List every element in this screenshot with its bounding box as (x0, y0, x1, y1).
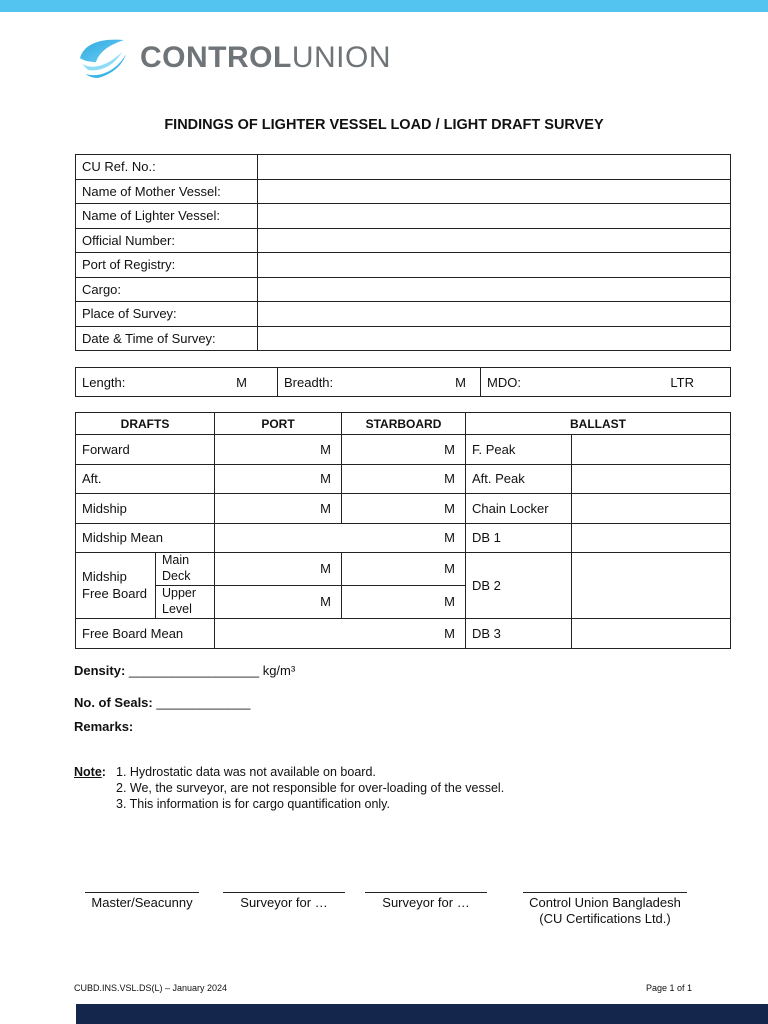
signature-sublabel: (CU Certifications Ltd.) (539, 911, 671, 926)
ballast-f-peak-field[interactable] (572, 435, 731, 465)
table-header-row (76, 413, 731, 435)
seals-line (74, 695, 250, 710)
info-label: Port of Registry: (76, 253, 258, 278)
table-row (76, 464, 731, 494)
signature-surveyor-2 (364, 880, 488, 911)
company-logo (78, 36, 391, 80)
row-label-forward: Forward (76, 435, 215, 465)
table-row (76, 368, 731, 397)
breadth-label: Breadth: (284, 374, 334, 390)
info-value-field[interactable] (258, 302, 731, 327)
document-code: CUBD.INS.VSL.DS(L) – January 2024 (74, 983, 228, 993)
forward-starboard-field[interactable]: M (342, 435, 466, 465)
table-row (76, 277, 731, 302)
note-item: 2. We, the surveyor, are not responsible for over-loading of the vessel. (116, 781, 505, 795)
info-label: Official Number: (76, 228, 258, 253)
dimensions-table (75, 367, 731, 397)
ballast-label-f-peak: F. Peak (466, 435, 572, 465)
midship-port-field[interactable]: M (215, 494, 342, 524)
page-number: Page 1 of 1 (646, 983, 693, 993)
vessel-info-table (75, 154, 731, 351)
info-label: CU Ref. No.: (76, 155, 258, 180)
table-row (76, 302, 731, 327)
mdo-unit: LTR (670, 374, 694, 390)
top-accent-bar (0, 0, 768, 12)
row-label-aft: Aft. (76, 464, 215, 494)
table-row (76, 619, 731, 649)
ballast-label-db3: DB 3 (466, 619, 572, 649)
info-value-field[interactable] (258, 179, 731, 204)
ballast-aft-peak-field[interactable] (572, 464, 731, 494)
header-ballast: BALLAST (466, 413, 731, 435)
upper-level-port-field[interactable]: M (215, 586, 342, 619)
note-item: 1. Hydrostatic data was not available on board. (116, 765, 376, 779)
table-row (76, 326, 731, 351)
ballast-label-db2: DB 2 (466, 553, 572, 619)
signature-label: Master/Seacunny (91, 895, 193, 910)
signature-control-union (520, 880, 690, 927)
info-value-field[interactable] (258, 253, 731, 278)
seals-blank[interactable]: _____________ (156, 695, 251, 710)
forward-port-field[interactable]: M (215, 435, 342, 465)
info-label: Name of Lighter Vessel: (76, 204, 258, 229)
ballast-label-chain-locker: Chain Locker (466, 494, 572, 524)
row-label-main-deck: Main Deck (156, 553, 215, 586)
table-row (76, 523, 731, 553)
breadth-unit: M (455, 374, 466, 390)
row-label-midship-mean: Midship Mean (76, 523, 215, 553)
mdo-field[interactable] (481, 368, 731, 397)
density-unit: kg/m³ (262, 663, 296, 678)
density-label: Density: (74, 663, 126, 678)
logo-wordmark: CONTROLUNION (140, 41, 391, 74)
table-row (76, 179, 731, 204)
length-field[interactable] (76, 368, 278, 397)
signature-surveyor-1 (222, 880, 346, 911)
table-row (76, 553, 731, 586)
header-starboard: STARBOARD (342, 413, 466, 435)
control-union-wave-icon (78, 36, 128, 80)
free-board-mean-field[interactable]: M (215, 619, 466, 649)
mdo-label: MDO: (487, 374, 521, 390)
upper-level-starboard-field[interactable]: M (342, 586, 466, 619)
info-label: Date & Time of Survey: (76, 326, 258, 351)
info-value-field[interactable] (258, 228, 731, 253)
note-items (116, 764, 504, 812)
row-label-midship-free-board: Midship Free Board (76, 553, 156, 619)
info-label: Name of Mother Vessel: (76, 179, 258, 204)
note-colon: : (101, 765, 106, 779)
row-label-midship: Midship (76, 494, 215, 524)
density-line (74, 663, 295, 678)
document-title: FINDINGS OF LIGHTER VESSEL LOAD / LIGHT DRAFT SURVEY (164, 117, 604, 133)
signature-line[interactable] (523, 892, 687, 893)
signature-label: Surveyor for … (382, 895, 470, 910)
aft-starboard-field[interactable]: M (342, 464, 466, 494)
table-row (76, 155, 731, 180)
seals-label: No. of Seals: (74, 695, 153, 710)
table-row (76, 494, 731, 524)
table-row (76, 228, 731, 253)
note-item: 3. This information is for cargo quantification only. (116, 797, 390, 811)
bottom-accent-bar (76, 1004, 768, 1024)
info-value-field[interactable] (258, 277, 731, 302)
table-row (76, 435, 731, 465)
signature-master (84, 880, 200, 911)
main-deck-port-field[interactable]: M (215, 553, 342, 586)
ballast-chain-locker-field[interactable] (572, 494, 731, 524)
drafts-table (75, 412, 731, 649)
midship-starboard-field[interactable]: M (342, 494, 466, 524)
table-row (76, 204, 731, 229)
info-label: Cargo: (76, 277, 258, 302)
length-label: Length: (82, 374, 126, 390)
ballast-db3-field[interactable] (572, 619, 731, 649)
ballast-db2-field[interactable] (572, 553, 731, 619)
header-port: PORT (215, 413, 342, 435)
note-label: Note (74, 765, 102, 779)
ballast-db1-field[interactable] (572, 523, 731, 553)
signature-label: Control Union Bangladesh (529, 895, 681, 910)
row-label-free-board-mean: Free Board Mean (76, 619, 215, 649)
main-deck-starboard-field[interactable]: M (342, 553, 466, 586)
header-drafts: DRAFTS (76, 413, 215, 435)
info-value-field[interactable] (258, 204, 731, 229)
row-label-upper-level: Upper Level (156, 586, 215, 619)
breadth-field[interactable] (278, 368, 481, 397)
table-row (76, 253, 731, 278)
signature-line[interactable] (85, 892, 199, 893)
ballast-label-aft-peak: Aft. Peak (466, 464, 572, 494)
info-value-field[interactable] (258, 155, 731, 180)
info-label: Place of Survey: (76, 302, 258, 327)
ballast-label-db1: DB 1 (466, 523, 572, 553)
remarks-label: Remarks: (74, 719, 134, 734)
aft-port-field[interactable]: M (215, 464, 342, 494)
note-block (74, 764, 505, 811)
midship-mean-field[interactable]: M (215, 523, 466, 553)
info-value-field[interactable] (258, 326, 731, 351)
length-unit: M (236, 374, 247, 390)
signature-line[interactable] (223, 892, 345, 893)
signature-label: Surveyor for … (240, 895, 328, 910)
signature-line[interactable] (365, 892, 487, 893)
density-blank[interactable]: __________________ (128, 663, 260, 678)
